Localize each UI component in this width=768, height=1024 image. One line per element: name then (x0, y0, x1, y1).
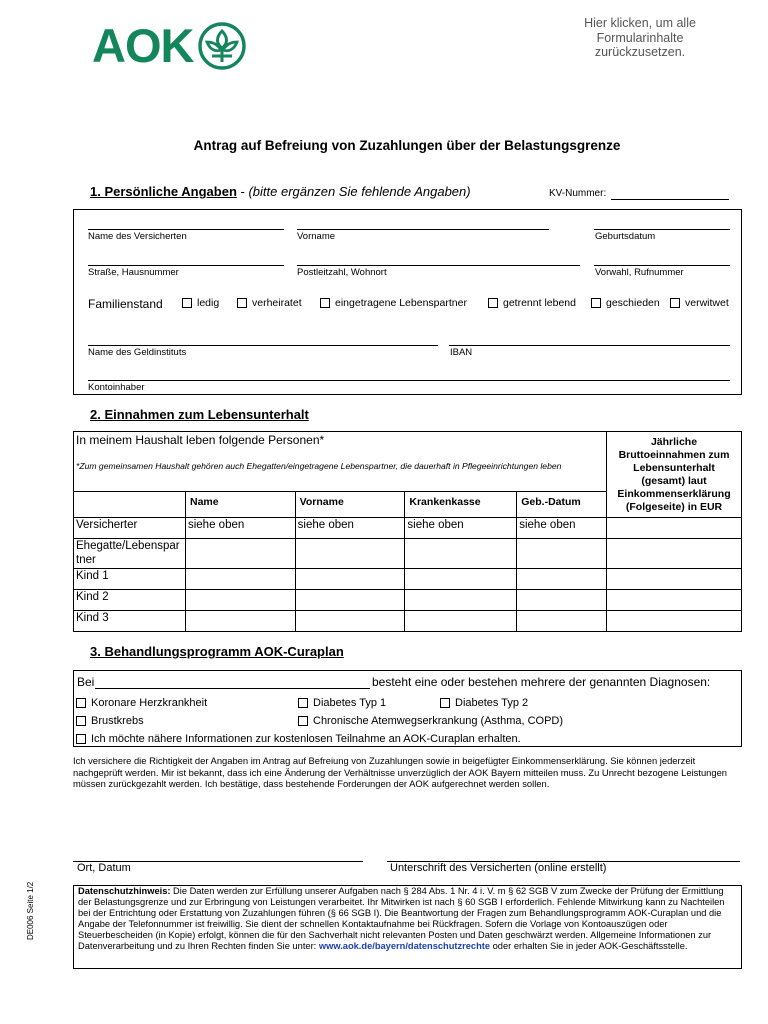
table-cell[interactable] (405, 539, 517, 569)
plz-label: Postleitzahl, Wohnort (297, 267, 387, 278)
table-cell[interactable]: siehe oben (405, 518, 517, 539)
table-cell[interactable]: siehe oben (295, 518, 405, 539)
privacy-tail: oder erhalten Sie in jeder AOK-Geschäftsstelle. (490, 940, 688, 951)
income-header: Jährliche Bruttoeinnahmen zum Lebensunterhalt (gesamt) laut Einkommenserklärung (Folgeseite) in EUR (607, 432, 742, 518)
table-row (74, 518, 742, 539)
table-cell[interactable] (185, 539, 295, 569)
reset-form-link[interactable] (560, 16, 720, 60)
checkbox[interactable] (298, 698, 308, 708)
household-intro: In meinem Haushalt leben folgende Personen* (76, 433, 325, 447)
aok-logo-text: AOK (92, 19, 194, 72)
table-cell[interactable] (517, 539, 607, 569)
table-cell[interactable] (295, 569, 405, 590)
table-row (74, 569, 742, 590)
checkbox[interactable] (488, 298, 498, 308)
income-cell[interactable] (607, 569, 742, 590)
strasse-field[interactable] (88, 265, 284, 266)
option-curaplan-info[interactable] (76, 733, 521, 745)
form-code-note: DE006 Seite 1/2 (26, 881, 35, 940)
reset-link-line: Formularinhalte (596, 30, 684, 45)
signature-label: Unterschrift des Versicherten (online erstellt) (390, 862, 607, 874)
table-cell[interactable] (295, 611, 405, 632)
diagnose-text: besteht eine oder bestehen mehrere der genannten Diagnosen: (372, 675, 711, 689)
option-label: Koronare Herzkrankheit (91, 697, 208, 709)
familienstand-verheiratet[interactable] (237, 297, 302, 309)
table-intro-row (74, 432, 742, 492)
geburtsdatum-field[interactable] (594, 229, 730, 230)
option-label: Ich möchte nähere Informationen zur kostenlosen Teilnahme an AOK-Curaplan erhalten. (91, 733, 521, 745)
section1-heading (90, 184, 471, 199)
table-cell[interactable] (405, 590, 517, 611)
kontoinhaber-label: Kontoinhaber (88, 382, 145, 393)
option-label: verheiratet (252, 297, 302, 309)
option-label: getrennt lebend (503, 297, 576, 309)
iban-field[interactable] (449, 345, 730, 346)
familienstand-ledig[interactable] (182, 297, 219, 309)
kv-number-field[interactable] (611, 199, 729, 200)
bei-label: Bei (77, 675, 95, 689)
option-label: Brustkrebs (91, 715, 144, 727)
column-header: Name (185, 492, 295, 518)
table-cell[interactable] (295, 590, 405, 611)
option-brustkrebs[interactable] (76, 715, 144, 727)
section2-heading (90, 407, 309, 422)
option-label: geschieden (606, 297, 660, 309)
table-row (74, 611, 742, 632)
option-label: verwitwet (685, 297, 729, 309)
section1-separator: - (236, 184, 249, 199)
vorname-field[interactable] (297, 229, 549, 230)
row-label-text: Ehegatte/Lebenspartner (76, 540, 180, 566)
ort-datum-label: Ort, Datum (77, 862, 131, 874)
kv-number-label: KV-Nummer: (549, 188, 607, 199)
household-footnote: *Zum gemeinsamen Haushalt gehören auch Ehegatten/eingetragene Lebenspartner, die dauerhaft in Pflegeeinrichtungen leben (76, 461, 562, 471)
iban-label: IBAN (450, 347, 473, 358)
familienstand-getrennt[interactable] (488, 297, 576, 309)
table-cell[interactable] (517, 590, 607, 611)
reset-link-line: Hier klicken, um alle (584, 16, 696, 30)
name-label: Name des Versicherten (88, 231, 187, 242)
table-cell[interactable] (185, 611, 295, 632)
option-asthma-copd[interactable] (298, 715, 563, 727)
privacy-link[interactable]: www.aok.de/bayern/datenschutzrechte (318, 940, 491, 951)
column-header: Vorname (295, 492, 405, 518)
document-title: Antrag auf Befreiung von Zuzahlungen über der Belastungsgrenze (193, 138, 621, 153)
income-cell[interactable] (607, 518, 742, 539)
section3-title: 3. Behandlungsprogramm AOK-Curaplan (90, 644, 344, 659)
income-cell[interactable] (607, 539, 742, 569)
row-label: Kind 3 (74, 611, 186, 632)
income-cell[interactable] (607, 590, 742, 611)
table-cell[interactable] (405, 569, 517, 590)
option-label: Diabetes Typ 1 (313, 697, 387, 709)
household-intro-cell (74, 432, 607, 492)
checkbox[interactable] (76, 698, 86, 708)
declaration-text: Ich versichere die Richtigkeit der Angaben im Antrag auf Befreiung von Zuzahlungen sowie in beigefügter Einkommenserklärung. Sie können jederzeit nachgeprüft werden. Mir ist bekannt, dass ich eine Änderung der Verhältnisse unverzüglich der AOK Bayern mitteilen muss. Zu Unrecht bezogene Leistungen müssen zurückgezahlt werden. Ich bestätige, dass bestehende Forderungen der AOK aufgerechnet werden sollen. (73, 755, 728, 789)
checkbox[interactable] (440, 698, 450, 708)
table-row (74, 590, 742, 611)
option-label: Chronische Atemwegserkrankung (Asthma, COPD) (313, 715, 564, 727)
familienstand-lebenspartner[interactable] (320, 297, 467, 309)
row-label (74, 539, 186, 569)
table-cell[interactable] (517, 611, 607, 632)
table-cell[interactable]: siehe oben (185, 518, 295, 539)
table-cell[interactable] (185, 590, 295, 611)
header-empty (74, 492, 186, 518)
option-diabetes-1[interactable] (298, 697, 386, 709)
familienstand-geschieden[interactable] (591, 297, 660, 309)
option-khk[interactable] (76, 697, 207, 709)
name-field[interactable] (88, 229, 284, 230)
table-row (74, 539, 742, 569)
familienstand-label: Familienstand (88, 297, 163, 311)
geldinstitut-label: Name des Geldinstituts (88, 347, 187, 358)
row-label: Versicherter (74, 518, 186, 539)
vorwahl-field[interactable] (594, 265, 730, 266)
privacy-text: Die Daten werden zur Erfüllung unserer Aufgaben nach § 284 Abs. 1 Nr. 4 i. V. m § 62 SGB V zum Zwecke der Prüfung der Ermittlung der Belastungsgrenze und zur Erbringung von Leistungen verarbeitet. Ihr Mitwirken ist nach § 60 SGB I erforderlich. Fehlende Mitwirkung kann zu Nachteilen bei der Entrichtung oder Erstattung von Zuzahlungen führen (§ 66 SGB I). Die Beantwortung der Fragen zum Behandlungsprogramm AOK-Curaplan und die Angabe der Telefonnummer ist freiwillig. Sie dient der schnellen Kontaktaufnahme bei Rückfragen. Sofern die Vorlage von Kontoauszügen oder Steuerbescheiden (in Kopie) erfolgt, können die für den Sachverhalt nicht relevanten Posten und Daten geschwärzt werden. Allgemeine Informationen zur Datenverarbeitung und zu Ihren Rechten finden Sie unter: (78, 886, 725, 951)
vorname-label: Vorname (297, 231, 336, 242)
table-cell[interactable] (517, 569, 607, 590)
checkbox[interactable] (320, 298, 330, 308)
row-label: Kind 1 (74, 569, 186, 590)
table-cell[interactable] (295, 539, 405, 569)
table-cell[interactable]: siehe oben (517, 518, 607, 539)
reset-link-line: zurückzusetzen. (594, 45, 686, 59)
option-label: Diabetes Typ 2 (455, 697, 529, 709)
section1-note: (bitte ergänzen Sie fehlende Angaben) (248, 184, 471, 199)
table-cell[interactable] (405, 611, 517, 632)
geldinstitut-field[interactable] (88, 345, 438, 346)
section3-heading (90, 644, 344, 659)
privacy-notice (73, 885, 742, 969)
geburtsdatum-label: Geburtsdatum (595, 231, 656, 242)
checkbox[interactable] (182, 298, 192, 308)
column-header: Krankenkasse (405, 492, 517, 518)
strasse-label: Straße, Hausnummer (88, 267, 179, 278)
option-label: eingetragene Lebenspartner (335, 297, 467, 309)
bei-name-field[interactable] (95, 688, 370, 689)
table-cell[interactable] (185, 569, 295, 590)
aok-tree-logo-icon (198, 22, 246, 70)
checkbox[interactable] (76, 716, 86, 726)
section1-title: 1. Persönliche Angaben (90, 184, 237, 199)
checkbox[interactable] (591, 298, 601, 308)
vorwahl-label: Vorwahl, Rufnummer (595, 267, 684, 278)
row-label: Kind 2 (74, 590, 186, 611)
kontoinhaber-field[interactable] (88, 380, 730, 381)
column-header: Geb.-Datum (517, 492, 607, 518)
option-label: ledig (197, 297, 220, 309)
checkbox[interactable] (237, 298, 247, 308)
plz-field[interactable] (297, 265, 580, 266)
checkbox[interactable] (670, 298, 680, 308)
option-diabetes-2[interactable] (440, 697, 528, 709)
familienstand-verwitwet[interactable] (670, 297, 729, 309)
privacy-label: Datenschutzhinweis: (78, 886, 171, 896)
household-table (73, 431, 742, 632)
checkbox[interactable] (76, 734, 86, 744)
income-cell[interactable] (607, 611, 742, 632)
checkbox[interactable] (298, 716, 308, 726)
section2-title: 2. Einnahmen zum Lebensunterhalt (90, 407, 309, 422)
